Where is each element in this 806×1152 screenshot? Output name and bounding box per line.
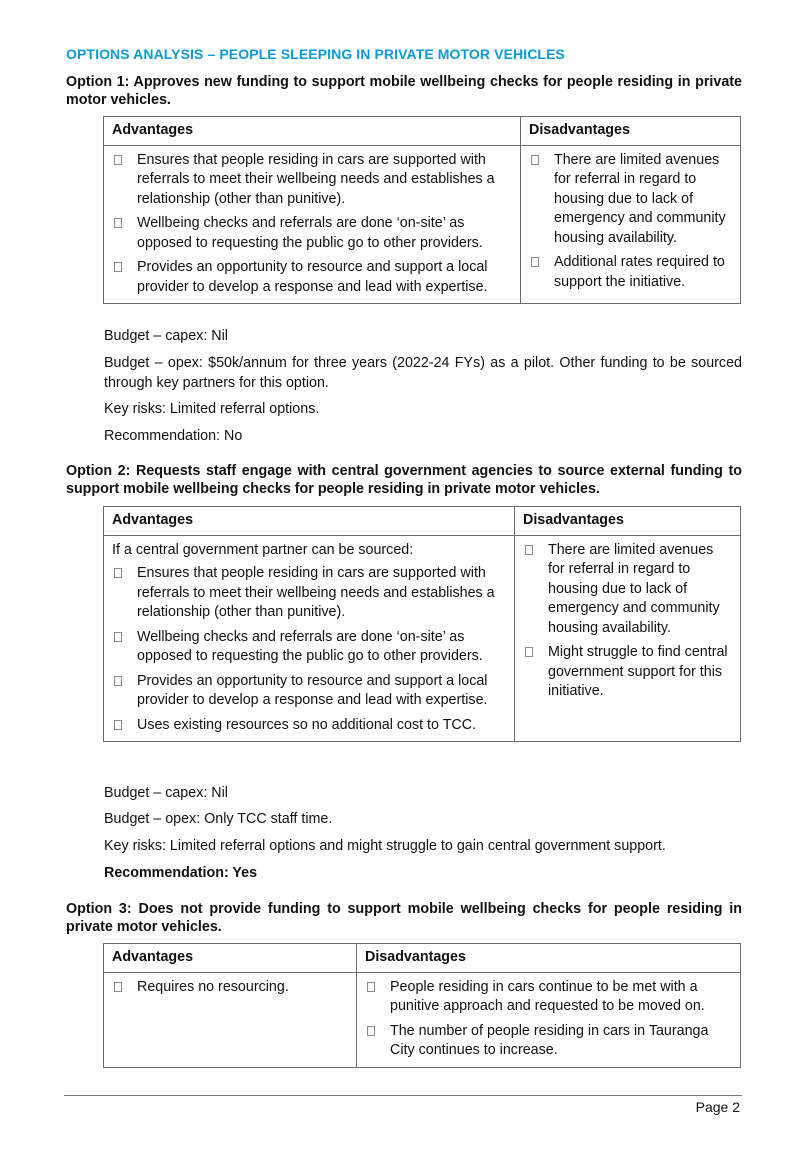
checkbox-bullet-icon: [531, 155, 539, 165]
option3-disadvantages-header: Disadvantages: [357, 944, 741, 973]
checkbox-bullet-icon: [114, 262, 122, 272]
option3-disadvantages-cell: [357, 972, 741, 1067]
option3-table: [103, 943, 741, 1068]
option1-disadvantage-item: There are limited avenues for referral in regard to housing due to lack of emergency and community housing availability.: [529, 151, 732, 249]
option3-advantages-header: Advantages: [104, 944, 357, 973]
option1-disadvantages-header: Disadvantages: [521, 117, 741, 146]
option1-advantage-item: Provides an opportunity to resource and support a local provider to develop a response and lead with expertise.: [112, 258, 512, 297]
option3-advantages-cell: [104, 972, 357, 1067]
option1-disadvantage-item: Additional rates required to support the initiative.: [529, 253, 732, 292]
option1-disadvantages-cell: [521, 145, 741, 304]
option2-advantages-intro: If a central government partner can be sourced:: [112, 541, 414, 558]
option1-recommendation: Recommendation: No: [104, 428, 243, 444]
checkbox-bullet-icon: [114, 155, 122, 165]
option1-budget-opex: Budget – opex: $50k/annum for three years (2022-24 FYs) as a pilot. Other funding to be sourced through key partners for this option.: [104, 355, 742, 391]
checkbox-bullet-icon: [114, 982, 122, 992]
option2-budget-capex: Budget – capex: Nil: [104, 785, 228, 801]
checkbox-bullet-icon: [525, 545, 533, 555]
option1-budget-capex: Budget – capex: Nil: [104, 328, 228, 344]
option2-advantage-item: Uses existing resources so no additional cost to TCC.: [112, 716, 506, 736]
checkbox-bullet-icon: [114, 568, 122, 578]
option1-advantages-cell: [104, 145, 521, 304]
option1-table: [103, 116, 741, 304]
option3-disadvantage-item: The number of people residing in cars in Tauranga City continues to increase.: [365, 1022, 732, 1061]
option1-advantages-header: Advantages: [104, 117, 521, 146]
footer-divider: [64, 1095, 742, 1096]
option3-disadvantage-item: People residing in cars continue to be met with a punitive approach and requested to be moved on.: [365, 978, 732, 1017]
option2-disadvantages-header: Disadvantages: [515, 507, 741, 536]
option1-advantage-item: Wellbeing checks and referrals are done ‘on-site’ as opposed to requesting the public go to other providers.: [112, 214, 512, 253]
checkbox-bullet-icon: [367, 982, 375, 992]
option2-advantages-cell: [104, 535, 515, 742]
option3-heading: Option 3: Does not provide funding to support mobile wellbeing checks for people residing in private motor vehicles.: [66, 901, 742, 935]
option3-advantage-item: Requires no resourcing.: [112, 978, 348, 998]
checkbox-bullet-icon: [114, 676, 122, 686]
option2-disadvantage-item: There are limited avenues for referral in regard to housing due to lack of emergency and community housing availability.: [523, 541, 732, 639]
checkbox-bullet-icon: [114, 218, 122, 228]
option2-disadvantage-item: Might struggle to find central government support for this initiative.: [523, 643, 732, 702]
section-title: OPTIONS ANALYSIS – PEOPLE SLEEPING IN PRIVATE MOTOR VEHICLES: [66, 46, 565, 62]
option2-table: [103, 506, 741, 742]
checkbox-bullet-icon: [114, 632, 122, 642]
option2-advantage-item: Provides an opportunity to resource and support a local provider to develop a response and lead with expertise.: [112, 672, 506, 711]
option2-advantages-header: Advantages: [104, 507, 515, 536]
option2-advantage-item: Wellbeing checks and referrals are done ‘on-site’ as opposed to requesting the public go to other providers.: [112, 628, 506, 667]
checkbox-bullet-icon: [525, 647, 533, 657]
option1-heading: Option 1: Approves new funding to support mobile wellbeing checks for people residing in private motor vehicles.: [66, 74, 742, 108]
option2-recommendation: Recommendation: Yes: [104, 865, 258, 881]
option2-budget-opex: Budget – opex: Only TCC staff time.: [104, 811, 333, 827]
option1-advantage-item: Ensures that people residing in cars are supported with referrals to meet their wellbeing needs and establishes a relationship (other than punitive).: [112, 151, 512, 210]
checkbox-bullet-icon: [531, 257, 539, 267]
option2-disadvantages-cell: [515, 535, 741, 742]
checkbox-bullet-icon: [114, 720, 122, 730]
option2-key-risks: Key risks: Limited referral options and might struggle to gain central government support.: [104, 838, 666, 854]
page-number: Page 2: [695, 1099, 740, 1115]
option1-key-risks: Key risks: Limited referral options.: [104, 401, 320, 417]
option2-heading: Option 2: Requests staff engage with central government agencies to source external funding to support mobile wellbeing checks for people residing in private motor vehicles.: [66, 463, 742, 497]
option2-advantage-item: Ensures that people residing in cars are supported with referrals to meet their wellbeing needs and establishes a relationship (other than punitive).: [112, 564, 506, 623]
checkbox-bullet-icon: [367, 1026, 375, 1036]
